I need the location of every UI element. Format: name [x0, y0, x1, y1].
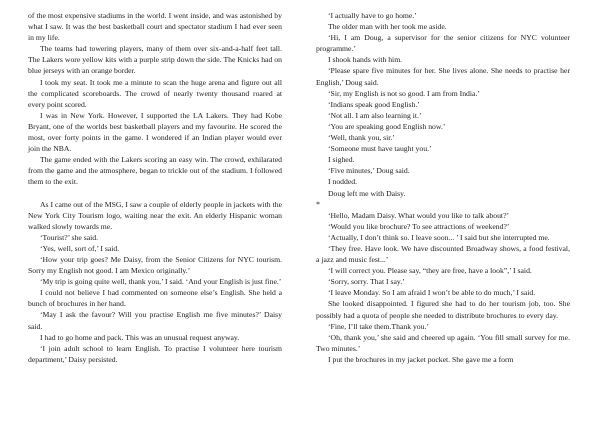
paragraph: ‘I join adult school to learn English. To practise I volunteer here tourism department,’ Daisy persisted. [28, 343, 282, 364]
paragraph: ‘Tourist?’ she said. [40, 232, 99, 242]
left-page [28, 10, 282, 365]
paragraph: ‘Someone must have taught you.’ [328, 144, 432, 154]
paragraph: The teams had towering players, many of them over six-and-a-half feet tall. The Lakers wore yellow kits with a purple strip down the side. The Knicks had on blue jerseys with an orange border. [28, 44, 282, 76]
paragraph: ‘I actually have to go home.’ [328, 11, 417, 20]
paragraph: ‘Yes, well, sort of,’ I said. [40, 243, 120, 253]
paragraph: ‘Fine, I’ll take them.Thank you.’ [328, 321, 429, 331]
paragraph: ‘Not all. I am also learning it.’ [328, 110, 422, 120]
paragraph: ‘I leave Monday. So I am afraid I won’t be able to do much,’ I said. [328, 288, 536, 298]
paragraph: ‘They free. Have look. We have discounted Broadway shows, a food festival, a jazz and music fest...’ [316, 243, 570, 265]
paragraph: ‘Sorry, sorry. That I say.’ [328, 277, 405, 287]
paragraph: I shook hands with him. [328, 55, 403, 65]
paragraph: I took my seat. It took me a minute to scan the huge arena and figure out all the complicated scoreboards. The crowd of nearly twenty thousand roared at every point scored. [28, 77, 282, 109]
paragraph: ‘I will correct you. Please say, “they are free, have a look”,’ I said. [328, 266, 532, 276]
paragraph: ‘Would you like brochure? To see attractions of weekend?’ [328, 221, 510, 231]
paragraph: ‘Indians speak good English.’ [328, 99, 420, 109]
paragraph: ‘Hello, Madam Daisy. What would you like to talk about?’ [328, 210, 510, 220]
paragraph: ‘Sir, my English is not so good. I am from India.’ [328, 88, 480, 98]
paragraph: ‘Five minutes,’ Doug said. [328, 166, 410, 176]
paragraph: of the most expensive stadiums in the world. I went inside, and was astonished by what I saw. It was the best basketball court and spectator stadium I had ever seen in my life. [28, 11, 282, 43]
paragraph: ‘Actually, I don’t think so. I leave soon... ’ I said but she interrupted me. [328, 232, 550, 242]
paragraph: ‘Hi, I am Doug, a supervisor for the senior citizens for NYC volunteer programme.’ [316, 33, 570, 54]
paragraph: As I came out of the MSG, I saw a couple of elderly people in jackets with the New York City Tourism logo, waiting near the exit. An elderly Hispanic woman walked slowly towards me. [28, 199, 282, 231]
right-page [316, 10, 570, 365]
paragraph: I was in New York. However, I supported the LA Lakers. They had Kobe Bryant, one of the worlds best basketball players and my favourite. He scored the most, over forty points in the game. I wondered if an Indian player would ever join the NBA. [28, 110, 282, 154]
paragraph: ‘My trip is going quite well, thank you,’ I said. ‘And your English is just fine.’ [40, 277, 282, 287]
paragraph: She looked disappointed. I figured she had to do her tourism job, too. She possibly had a quota of people she needed to distribute brochures to every day. [316, 299, 570, 320]
paragraph: ‘Please spare five minutes for her. She lives alone. She needs to practise her English,’ Doug said. [316, 66, 570, 87]
paragraph: I nodded. [328, 177, 358, 187]
paragraph: Doug left me with Daisy. [328, 188, 406, 198]
scene-break: * [316, 199, 320, 209]
paragraph: ‘Oh, thank you,’ she said and cheered up again. ‘You fill small survey for me. Two minutes.’ [316, 332, 570, 353]
paragraph: I sighed. [328, 155, 355, 165]
paragraph: I put the brochures in my jacket pocket. She gave me a form [328, 354, 514, 364]
paragraph: ‘How your trip goes? Me Daisy, from the Senior Citizens for NYC tourism. Sorry my English not good. I am Mexico originally.’ [28, 254, 282, 276]
paragraph: I could not believe I had commented on someone else’s English. She held a bunch of brochures in her hand. [28, 288, 282, 309]
paragraph: The game ended with the Lakers scoring an easy win. The crowd, exhilarated from the game and the atmosphere, began to trickle out of the stadium. I followed them to the exit. [28, 155, 282, 187]
paragraph: ‘Well, thank you, sir.’ [328, 133, 395, 143]
paragraph: The older man with her took me aside. [328, 22, 447, 32]
paragraph: ‘You are speaking good English now.’ [328, 121, 446, 131]
paragraph: ‘May I ask the favour? Will you practise English me five minutes?’ Daisy said. [28, 310, 282, 331]
paragraph: I had to go home and pack. This was an unusual request anyway. [40, 332, 240, 342]
